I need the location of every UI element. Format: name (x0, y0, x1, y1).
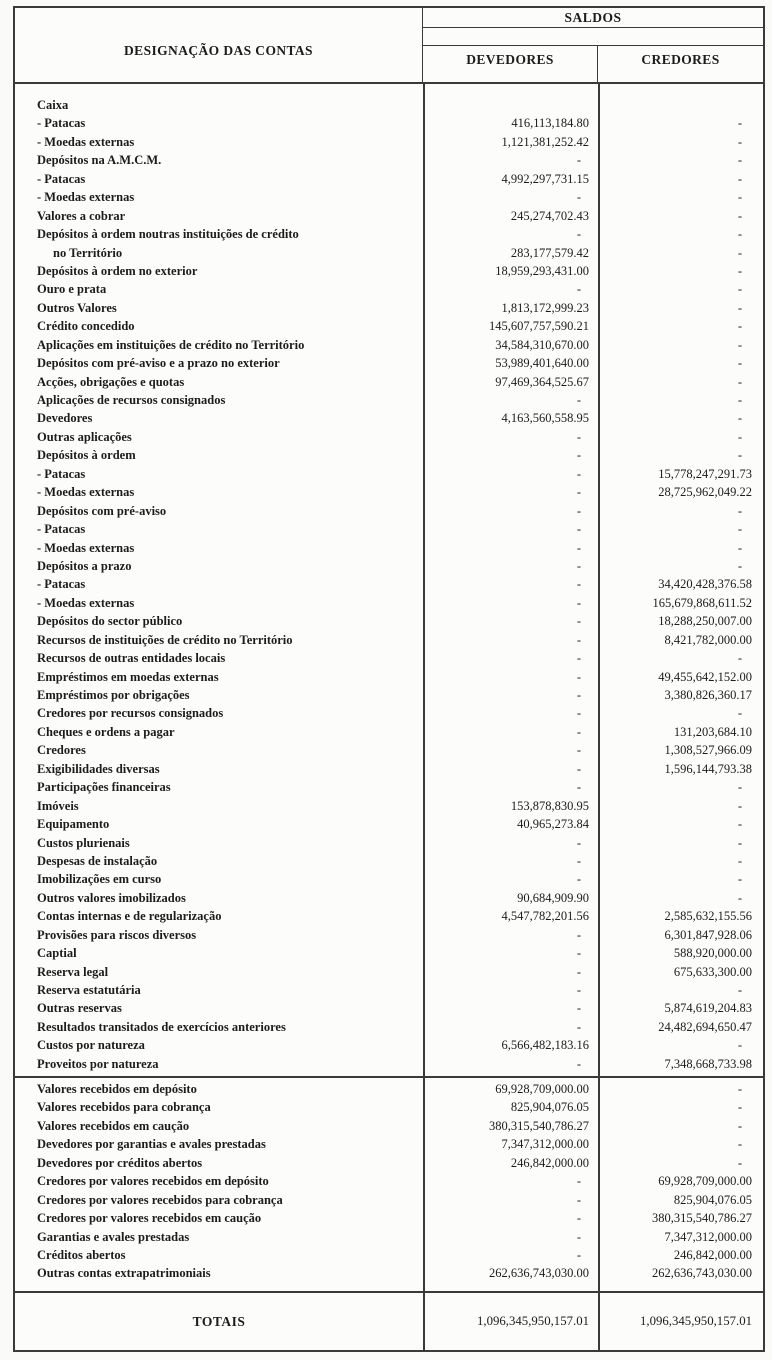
devedores-value: 69,928,709,000.00 (495, 1082, 589, 1096)
table-row (15, 889, 763, 907)
saldos-header-group (423, 8, 763, 82)
table-row (15, 520, 763, 538)
table-row (15, 944, 763, 962)
credores-value: - (737, 558, 742, 573)
devedores-value: - (576, 761, 581, 776)
subheader-row (423, 46, 763, 82)
account-label: Recursos de outras entidades locais (37, 651, 226, 666)
devedores-value: 4,163,560,558.95 (501, 411, 589, 426)
account-label: Reserva legal (37, 964, 109, 979)
devedores-value: - (576, 927, 581, 942)
table-row (15, 539, 763, 557)
credores-value: - (737, 1137, 742, 1152)
table-row (15, 668, 763, 686)
account-label: Caixa (37, 98, 69, 112)
credores-value: 5,874,619,204.83 (664, 1001, 752, 1016)
table-row (15, 1135, 763, 1153)
devedores-value: 245,274,702.43 (510, 208, 589, 223)
account-label: Aplicações em instituições de crédito no Território (37, 337, 305, 352)
table-header (15, 8, 763, 84)
table-row (15, 262, 763, 280)
table-row (15, 354, 763, 372)
devedores-value: - (576, 1211, 581, 1226)
account-label: Depósitos à ordem noutras instituições de crédito (37, 227, 299, 242)
table-row (15, 373, 763, 391)
devedores-value: - (576, 558, 581, 573)
table-row (15, 317, 763, 335)
devedores-value: - (576, 743, 581, 758)
devedores-value: - (576, 1192, 581, 1207)
table-row (15, 1098, 763, 1116)
devedores-value: - (576, 485, 581, 500)
devedores-value: 4,992,297,731.15 (501, 171, 589, 186)
table-row (15, 465, 763, 483)
devedores-value (423, 96, 598, 114)
extrapatrimonial-accounts-section (15, 1076, 763, 1291)
credores-value: - (737, 872, 742, 887)
credores-value: - (737, 429, 742, 444)
table-row (15, 133, 763, 151)
table-row (15, 926, 763, 944)
account-label: Credores (37, 743, 86, 758)
devedores-value: - (576, 651, 581, 666)
credores-value: - (737, 890, 742, 905)
account-label: Valores recebidos em caução (37, 1118, 190, 1133)
account-label: Depósitos com pré-aviso (37, 503, 167, 518)
devedores-value: 246,842,000.00 (510, 1155, 589, 1170)
table-row (15, 391, 763, 409)
devedores-value: 53,989,401,640.00 (495, 356, 589, 371)
account-label: Devedores por créditos abertos (37, 1155, 203, 1170)
credores-value: - (737, 1155, 742, 1170)
account-label: Resultados transitados de exercícios anteriores (37, 1019, 286, 1034)
credores-value: 3,380,826,360.17 (664, 688, 752, 702)
table-row (15, 760, 763, 778)
devedores-value: - (576, 872, 581, 887)
table-row (15, 170, 763, 188)
credores-value: - (737, 393, 742, 407)
devedores-value: - (576, 632, 581, 647)
table-row (15, 428, 763, 446)
account-label: Outras reservas (37, 1001, 122, 1016)
devedores-value: 416,113,184.80 (511, 116, 589, 131)
devedores-value: - (576, 688, 581, 702)
account-label: - Moedas externas (37, 540, 135, 555)
table-row (15, 741, 763, 759)
account-label: - Patacas (37, 577, 86, 592)
credores-value: - (737, 134, 742, 149)
account-label: - Moedas externas (37, 595, 135, 610)
account-label: Outras aplicações (37, 429, 132, 444)
account-label: Equipamento (37, 817, 110, 832)
devedores-value: - (576, 393, 581, 407)
account-label: Participações financeiras (37, 780, 171, 795)
table-row (15, 280, 763, 298)
devedores-value: 90,684,909.90 (517, 890, 589, 905)
account-label: - Moedas externas (37, 190, 135, 205)
account-label: Depósitos na A.M.C.M. (37, 153, 162, 168)
devedores-value: 6,566,482,183.16 (501, 1038, 589, 1053)
devedores-value: 97,469,364,525.67 (495, 374, 589, 389)
credores-value: - (737, 522, 742, 537)
devedores-value: 380,315,540,786.27 (489, 1118, 589, 1133)
table-row (15, 575, 763, 593)
table-row (15, 686, 763, 704)
column-divider (423, 1293, 425, 1350)
account-label: Exigibilidades diversas (37, 761, 160, 776)
credores-value: 165,679,868,611.52 (652, 595, 752, 610)
devedores-value: 4,547,782,201.56 (501, 909, 589, 924)
devedores-value: 34,584,310,670.00 (495, 337, 589, 352)
table-row (15, 1191, 763, 1209)
credores-value: - (737, 1118, 742, 1133)
table-row (15, 907, 763, 925)
account-label: no Território (53, 245, 123, 260)
credores-value: - (737, 171, 742, 186)
credores-value: - (737, 319, 742, 334)
credores-value: - (737, 1100, 742, 1115)
account-label: Imóveis (37, 798, 79, 813)
credores-value: - (737, 300, 742, 315)
credores-value: - (737, 208, 742, 223)
column-divider (423, 84, 425, 1076)
credores-value: 588,920,000.00 (673, 946, 752, 961)
credores-value: 675,633,300.00 (673, 964, 752, 979)
credores-value: - (737, 651, 742, 666)
account-label: Valores recebidos em depósito (37, 1082, 197, 1096)
credores-value: - (737, 853, 742, 868)
totals-credores-value: 1,096,345,950,157.01 (640, 1314, 752, 1328)
table-row (15, 1209, 763, 1227)
credores-value: 1,596,144,793.38 (664, 761, 752, 776)
account-label: Custos por natureza (37, 1038, 145, 1053)
table-row (15, 1264, 763, 1282)
devedores-value: - (576, 964, 581, 979)
table-row (15, 1080, 763, 1098)
table-row (15, 649, 763, 667)
credores-value: - (737, 282, 742, 297)
account-label: - Patacas (37, 171, 86, 186)
devedores-value: - (576, 1056, 581, 1071)
credores-value: 7,348,668,733.98 (664, 1056, 752, 1071)
table-row (15, 981, 763, 999)
account-label: Aplicações de recursos consignados (37, 393, 226, 407)
column-header-credores: CREDORES (641, 52, 720, 67)
account-label: Provisões para riscos diversos (37, 927, 197, 942)
devedores-value: - (576, 669, 581, 684)
account-label: - Patacas (37, 116, 86, 131)
credores-value: 131,203,684.10 (673, 724, 752, 739)
account-label: Despesas de instalação (37, 853, 158, 868)
account-label: - Patacas (37, 522, 86, 537)
balance-sheet-table (13, 6, 765, 1352)
account-label: Depósitos a prazo (37, 558, 132, 573)
devedores-value: - (576, 1229, 581, 1244)
table-row (15, 870, 763, 888)
table-row (15, 1036, 763, 1054)
table-row (15, 151, 763, 169)
devedores-value: 262,636,743,030.00 (489, 1266, 589, 1281)
devedores-value: 145,607,757,590.21 (489, 319, 589, 334)
credores-value: - (737, 374, 742, 389)
designacao-label: DESIGNAÇÃO DAS CONTAS (124, 43, 313, 58)
table-row (15, 299, 763, 317)
account-label: Proveitos por natureza (37, 1056, 159, 1071)
table-row (15, 704, 763, 722)
credores-value: 246,842,000.00 (673, 1247, 752, 1262)
devedores-value: 18,959,293,431.00 (495, 263, 589, 278)
totals-devedores-value: 1,096,345,950,157.01 (477, 1314, 589, 1328)
account-label: Empréstimos em moedas externas (37, 669, 219, 684)
account-label: - Moedas externas (37, 134, 135, 149)
account-label: Credores por valores recebidos em depósito (37, 1174, 269, 1189)
devedores-value: - (576, 1247, 581, 1262)
devedores-value: - (576, 282, 581, 297)
devedores-value: - (576, 540, 581, 555)
account-label: Crédito concedido (37, 319, 135, 334)
credores-value: 825,904,076.05 (673, 1192, 752, 1207)
credores-value: - (737, 263, 742, 278)
account-label: - Patacas (37, 466, 86, 481)
credores-value: - (737, 780, 742, 795)
account-label: Reserva estatutária (37, 983, 141, 997)
table-row (15, 96, 763, 114)
column-divider (598, 1293, 600, 1350)
account-label: Imobilizações em curso (37, 872, 162, 887)
account-label: Depósitos à ordem (37, 448, 136, 463)
devedores-value: 1,121,381,252.42 (501, 134, 589, 149)
devedores-value: 40,965,273.84 (517, 817, 589, 832)
table-row (15, 723, 763, 741)
credores-value: - (737, 835, 742, 850)
header-spacer-row (423, 28, 763, 46)
account-label: Depósitos à ordem no exterior (37, 263, 198, 278)
column-divider (423, 1078, 425, 1291)
table-row (15, 483, 763, 501)
credores-value: 34,420,428,376.58 (658, 577, 752, 592)
table-row (15, 594, 763, 612)
account-label: Custos plurienais (37, 835, 130, 850)
credores-value: 8,421,782,000.00 (664, 632, 752, 647)
devedores-value: - (576, 595, 581, 610)
table-row (15, 852, 763, 870)
table-row (15, 1117, 763, 1135)
devedores-value: 7,347,312,000.00 (501, 1137, 589, 1152)
account-label: Contas internas e de regularização (37, 909, 222, 924)
devedores-value: 825,904,076.05 (510, 1100, 589, 1115)
devedores-value: - (576, 1019, 581, 1034)
account-label: Credores por valores recebidos em caução (37, 1211, 262, 1226)
table-row (15, 797, 763, 815)
account-label: Empréstimos por obrigações (37, 688, 190, 702)
table-row (15, 963, 763, 981)
devedores-value: - (576, 227, 581, 242)
table-row (15, 778, 763, 796)
table-row (15, 114, 763, 132)
table-row (15, 1018, 763, 1036)
credores-value (598, 96, 763, 114)
credores-value: 1,308,527,966.09 (664, 743, 752, 758)
devedores-value: - (576, 614, 581, 629)
account-label: Ouro e prata (37, 282, 107, 297)
credores-value: - (737, 983, 742, 997)
table-row (15, 834, 763, 852)
credores-value: - (737, 227, 742, 242)
account-label: Devedores (37, 411, 93, 426)
table-row (15, 815, 763, 833)
credores-value: - (737, 1082, 742, 1096)
table-row (15, 1154, 763, 1172)
table-row (15, 631, 763, 649)
account-label: Valores recebidos para cobrança (37, 1100, 211, 1115)
devedores-value: - (576, 503, 581, 518)
account-label: Outras contas extrapatrimoniais (37, 1266, 211, 1281)
table-row (15, 446, 763, 464)
credores-value: - (737, 190, 742, 205)
account-label: Devedores por garantias e avales prestadas (37, 1137, 266, 1152)
devedores-value: - (576, 429, 581, 444)
devedores-value: - (576, 1174, 581, 1189)
table-row (15, 188, 763, 206)
table-row (15, 336, 763, 354)
credores-value: - (737, 1038, 742, 1053)
table-row (15, 612, 763, 630)
credores-value: - (737, 337, 742, 352)
credores-value: - (737, 245, 742, 260)
column-header-saldos: SALDOS (423, 8, 763, 28)
credores-value: 262,636,743,030.00 (652, 1266, 752, 1281)
column-divider (598, 84, 600, 1076)
table-row (15, 244, 763, 262)
table-row (15, 1228, 763, 1246)
devedores-value: - (576, 724, 581, 739)
table-row (15, 225, 763, 243)
totals-row (15, 1291, 763, 1350)
table-row (15, 557, 763, 575)
account-label: Recursos de instituições de crédito no Território (37, 632, 293, 647)
account-label: Outros valores imobilizados (37, 890, 186, 905)
account-label: Garantias e avales prestadas (37, 1229, 190, 1244)
account-label: Créditos abertos (37, 1247, 126, 1262)
credores-value: - (737, 706, 742, 721)
column-divider (598, 1078, 600, 1291)
credores-value: - (737, 448, 742, 463)
table-row (15, 502, 763, 520)
account-label: Outros Valores (37, 300, 117, 315)
credores-value: - (737, 153, 742, 168)
credores-value: 2,585,632,155.56 (664, 909, 752, 924)
devedores-value: - (576, 780, 581, 795)
devedores-value: - (576, 577, 581, 592)
column-header-designacao (15, 8, 423, 82)
patrimonial-accounts-section (15, 84, 763, 1076)
credores-value: - (737, 116, 742, 131)
account-label: Credores por recursos consignados (37, 706, 224, 721)
credores-value: - (737, 503, 742, 518)
devedores-value: 153,878,830.95 (510, 798, 589, 813)
credores-value: 6,301,847,928.06 (664, 927, 752, 942)
devedores-value: - (576, 983, 581, 997)
devedores-value: - (576, 153, 581, 168)
credores-value: 7,347,312,000.00 (664, 1229, 752, 1244)
credores-value: - (737, 411, 742, 426)
devedores-value: - (576, 706, 581, 721)
column-header-devedores: DEVEDORES (423, 46, 598, 82)
account-label: Depósitos com pré-aviso e a prazo no exterior (37, 356, 280, 371)
account-label: Depósitos do sector público (37, 614, 183, 629)
account-label: Credores por valores recebidos para cobrança (37, 1192, 283, 1207)
credores-value: 18,288,250,007.00 (658, 614, 752, 629)
credores-value: - (737, 798, 742, 813)
credores-value: 49,455,642,152.00 (658, 669, 752, 684)
credores-value: - (737, 356, 742, 371)
devedores-value: - (576, 190, 581, 205)
devedores-value: - (576, 946, 581, 961)
devedores-value: 283,177,579.42 (510, 245, 589, 260)
table-row (15, 1172, 763, 1190)
credores-value: 380,315,540,786.27 (652, 1211, 752, 1226)
credores-value: - (737, 540, 742, 555)
devedores-value: - (576, 853, 581, 868)
account-label: - Moedas externas (37, 485, 135, 500)
devedores-value: - (576, 448, 581, 463)
devedores-value: 1,813,172,999.23 (501, 300, 589, 315)
table-row (15, 999, 763, 1017)
devedores-value: - (576, 835, 581, 850)
account-label: Captial (37, 946, 77, 961)
table-row (15, 1246, 763, 1264)
table-row (15, 409, 763, 427)
credores-value: - (737, 817, 742, 832)
account-label: Valores a cobrar (37, 208, 126, 223)
account-label: Cheques e ordens a pagar (37, 724, 175, 739)
table-row (15, 207, 763, 225)
devedores-value: - (576, 1001, 581, 1016)
devedores-value: - (576, 466, 581, 481)
credores-value: 28,725,962,049.22 (658, 485, 752, 500)
devedores-value: - (576, 522, 581, 537)
credores-value: 24,482,694,650.47 (658, 1019, 752, 1034)
account-label: Acções, obrigações e quotas (37, 374, 185, 389)
credores-value: 15,778,247,291.73 (658, 466, 752, 481)
table-row (15, 1055, 763, 1073)
totals-label: TOTAIS (192, 1313, 246, 1329)
credores-value: 69,928,709,000.00 (658, 1174, 752, 1189)
